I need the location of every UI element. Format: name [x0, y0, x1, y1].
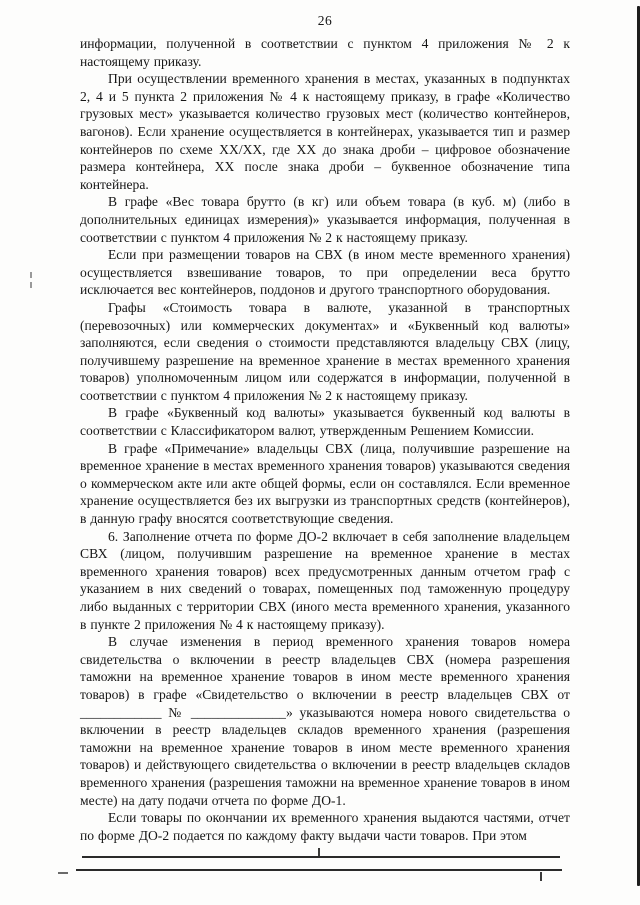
scan-artifact-dash-left: [58, 872, 68, 874]
paragraph: Если товары по окончании их временного хранения выдаются частями, отчет по форме ДО-2 подается по каждому факту выдачи части товаров. При этом: [80, 810, 570, 843]
paragraph: В графе «Примечание» владельцы СВХ (лица, получившие разрешение на временное хранение в местах временного хранения товаров) указываются сведения о коммерческом акте или акте общей формы, если он составлялся. Если временное хранение осуществляется без их выгрузки из транспортных средств (контейнеров), в данную графу вносятся соответствующие сведения.: [80, 440, 570, 527]
scan-artifact-tick-center: [318, 848, 320, 856]
paragraph: В графе «Вес товара брутто (в кг) или объем товара (в куб. м) (либо в дополнительных единицах измерения)» указывается информация, полученная в соответствии с пунктом 4 приложения № 2 к настоящему приказу.: [80, 194, 570, 245]
paragraph: 6. Заполнение отчета по форме ДО-2 включает в себя заполнение владельцем СВХ (лицом, получившим разрешение на временное хранение в местах временного хранения товаров) всех предусмотренных данным отчетом граф с указанием в них сведений о товарах, помещенных под таможенную процедуру либо выданных с территории СВХ (иного места временного хранения, указанного в пункте 2 приложения № 4 к настоящему приказу).: [80, 528, 570, 632]
scan-artifact-tick-right: [540, 872, 542, 881]
scan-artifact-bottom-line-2: [76, 869, 562, 871]
scan-artifact-left-mark: [30, 272, 32, 288]
scan-artifact-bottom-line-1: [82, 856, 560, 858]
paragraph: информации, полученной в соответствии с пунктом 4 приложения № 2 к настоящему приказу.: [80, 36, 570, 69]
paragraph: Если при размещении товаров на СВХ (в ином месте временного хранения) осуществляется взвешивание товаров, то при определении веса брутто исключается вес контейнеров, поддонов и другого транспортного оборудования.: [80, 247, 570, 298]
document-body-text: [80, 35, 570, 844]
paragraph: Графы «Стоимость товара в валюте, указанной в транспортных (перевозочных) или коммерческих документах» и «Буквенный код валюты» заполняются, если сведения о стоимости представляются владельцу СВХ (лицу, получившему разрешение на временное хранение в местах временного хранения товаров) уполномоченным лицом или содержатся в информации, полученной в соответствии с пунктом 4 приложения № 2 к настоящему приказу.: [80, 299, 570, 403]
page-number: 26: [317, 13, 333, 28]
paragraph: В графе «Буквенный код валюты» указывается буквенный код валюты в соответствии с Классификатором валют, утвержденным Решением Комиссии.: [80, 405, 570, 439]
paragraph: В случае изменения в период временного хранения товаров номера свидетельства о включении в реестр владельцев СВХ (номера разрешения таможни на временное хранение товаров в ином месте временного хранения товаров) в графе «Свидетельство о включении в реестр владельцев СВХ от ____________ № ______________» указываются номера нового свидетельства о включении в реестр владельцев складов временного хранения (разрешения таможни на временное хранение товаров в ином месте временного хранения товаров) и действующего свидетельства о включении в реестр владельцев складов временного хранения (разрешения таможни на временное хранение товаров в ином месте) на дату подачи отчета по форме ДО-1.: [80, 634, 570, 808]
paragraph: При осуществлении временного хранения в местах, указанных в подпунктах 2, 4 и 5 пункта 2 приложения № 4 к настоящему приказу, в графе «Количество грузовых мест» указывается количество грузовых мест (количество контейнеров, вагонов). Если хранение осуществляется в контейнерах, указывается тип и размер контейнеров по схеме ХХ/ХХ, где ХХ до знака дроби – цифровое обозначение размера контейнера, ХХ после знака дроби – буквенное обозначение типа контейнера.: [80, 71, 570, 192]
